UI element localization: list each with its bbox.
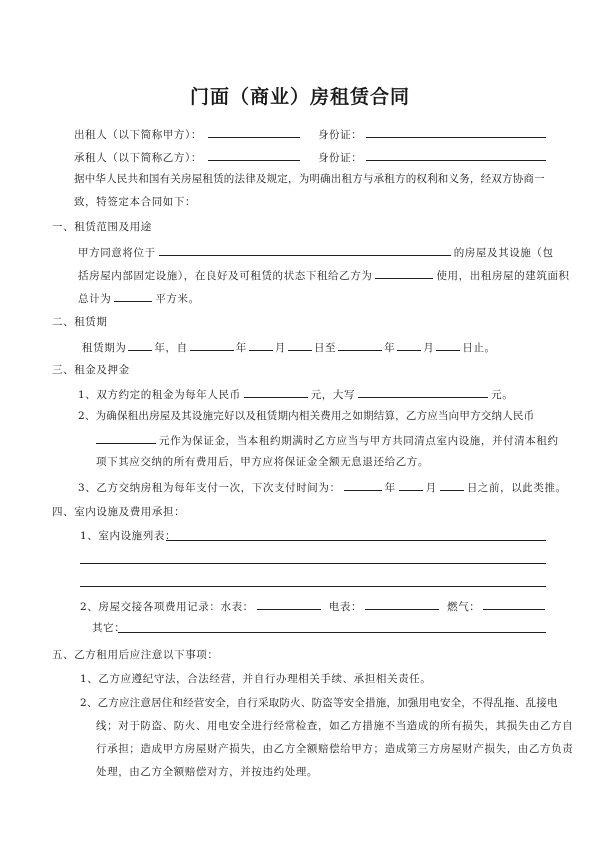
- section-5-heading: 五、乙方租用后应注意以下事项：: [52, 649, 219, 661]
- deposit-line-3: 项下其应交纳的所有费用后，甲方应将保证金全额无息退还给乙方。: [96, 456, 429, 468]
- deposit-text: 元作为保证金，当本租约期满时乙方应当与甲方共同清点室内设施，并付清本租约: [159, 435, 559, 447]
- other-rule[interactable]: [118, 632, 546, 633]
- deposit-line-2: [96, 432, 559, 448]
- electric-meter-blank[interactable]: [365, 598, 439, 610]
- lessee-name-blank[interactable]: [208, 149, 300, 161]
- payment-month-blank[interactable]: [399, 479, 423, 491]
- lessor-label: 出租人（以下简称甲方）：: [74, 129, 202, 141]
- end-day-blank[interactable]: [436, 339, 460, 351]
- s1-location-label: 甲方同意将位于: [78, 247, 156, 259]
- lessor-name-blank[interactable]: [208, 126, 300, 138]
- area-blank[interactable]: [114, 290, 152, 302]
- term-from-text: 年，自: [154, 342, 188, 354]
- facilities-rule-2[interactable]: [80, 563, 546, 564]
- lease-term-label: 租赁期为: [82, 342, 127, 354]
- rent-uppercase-label: 元，大写: [310, 389, 356, 401]
- lessor-line: [74, 126, 546, 142]
- water-meter-blank[interactable]: [257, 598, 321, 610]
- s5-item-2-line-2: 线；对于防盗、防火、用电安全进行经常检查，如乙方措施不当造成的所有损失，其损失由乙方自: [96, 720, 574, 732]
- payment-year-blank[interactable]: [344, 479, 382, 491]
- payment-day-blank[interactable]: [440, 479, 464, 491]
- section-2-heading: 二、租赁期: [52, 316, 108, 328]
- facilities-rule-3[interactable]: [80, 586, 546, 587]
- s1-line-2: [78, 267, 570, 283]
- meter-record-line: [80, 598, 545, 614]
- s5-item-2-line-3: 行承担；造成甲方房屋财产损失，由乙方全额赔偿给甲方；造成第三方房屋财产损失，由乙方负责: [96, 743, 574, 755]
- lessee-line: [74, 149, 546, 165]
- end-year-text: 年: [384, 342, 396, 354]
- facilities-list-label: 1、室内设施列表：: [80, 530, 177, 542]
- facilities-rule-1[interactable]: [166, 540, 546, 541]
- end-year-blank[interactable]: [338, 339, 382, 351]
- start-month-text: 月: [274, 342, 286, 354]
- s1-area-text: 使用，出租房屋的建筑面积: [436, 270, 570, 282]
- rent-uppercase-blank[interactable]: [358, 386, 488, 398]
- lessee-label: 承租人（以下简称乙方）：: [74, 152, 202, 164]
- end-month-blank[interactable]: [397, 339, 421, 351]
- end-month-text: 月: [423, 342, 435, 354]
- intro-line-2: 致，特签定本合同如下：: [74, 196, 197, 208]
- lessor-id-blank[interactable]: [366, 126, 546, 138]
- lessee-id-label: 身份证：: [317, 152, 363, 164]
- section-1-heading: 一、租赁范围及用途: [52, 221, 152, 233]
- deposit-amount-blank[interactable]: [96, 432, 156, 444]
- lease-term-line: [82, 339, 496, 355]
- s1-usage-label: 括房屋内部固定设施），在良好及可租赁的状态下租给乙方为: [78, 270, 373, 282]
- gas-meter-label: 燃气：: [447, 601, 481, 613]
- section-4-heading: 四、室内设施及费用承担：: [52, 506, 186, 518]
- rent-amount-blank[interactable]: [244, 386, 308, 398]
- water-meter-label: 2、房屋交接各项费用记录：水表：: [80, 601, 254, 613]
- s1-line-1: [78, 244, 554, 260]
- location-blank[interactable]: [159, 244, 451, 256]
- start-month-blank[interactable]: [249, 339, 273, 351]
- s1-total-label: 总计为: [78, 293, 112, 305]
- start-day-blank[interactable]: [288, 339, 312, 351]
- lessor-id-label: 身份证：: [317, 129, 363, 141]
- s5-item-1: 1、乙方应遵纪守法，合法经营，并自行办理相关手续、承担相关责任。: [80, 673, 432, 685]
- rent-unit-text: 元。: [491, 389, 514, 401]
- start-year-text: 年: [235, 342, 247, 354]
- lessee-id-blank[interactable]: [366, 149, 546, 161]
- payment-month-text: 月: [425, 482, 437, 494]
- payment-line: [78, 479, 567, 495]
- s5-item-2-line-1: 2、乙方应注意居住和经营安全，自行采取防火、防盗等安全措施，加强用电安全，不得乱拖、乱接电: [80, 697, 558, 709]
- payment-year-text: 年: [384, 482, 396, 494]
- s5-item-2-line-4: 处理，由乙方全额赔偿对方，并按违约处理。: [96, 766, 318, 778]
- electric-meter-label: 电表：: [328, 601, 363, 613]
- page-title: 门面（商业）房租赁合同: [189, 86, 410, 108]
- rent-amount-line: [78, 386, 513, 402]
- rent-amount-label: 1、双方约定的租金为每年人民币: [78, 389, 241, 401]
- s1-facilities-text: 的房屋及其设施（包: [453, 247, 554, 259]
- gas-meter-blank[interactable]: [483, 598, 545, 610]
- section-3-heading: 三、租金及押金: [52, 364, 130, 376]
- deposit-line-1: 2、为确保租出房屋及其设施完好以及租赁期内相关费用之如期结算，乙方应当向甲方交纳人民币: [78, 410, 535, 422]
- payment-day-text: 日之前，以此类推。: [466, 482, 567, 494]
- payment-date-label: 3、乙方交纳房租为每年支付一次，下次支付时间为：: [78, 482, 341, 494]
- start-year-blank[interactable]: [190, 339, 234, 351]
- usage-blank[interactable]: [375, 267, 433, 279]
- other-label: 其它：: [92, 622, 126, 634]
- intro-line-1: 据中华人民共和国有关房屋租赁的法律及规定，为明确出租方与承租方的权利和义务，经双方协商一: [74, 173, 545, 185]
- start-day-text: 日至: [313, 342, 337, 354]
- end-day-text: 日止。: [462, 342, 496, 354]
- s1-line-3: [78, 290, 200, 306]
- term-years-blank[interactable]: [128, 339, 152, 351]
- s1-unit-text: 平方米。: [155, 293, 200, 305]
